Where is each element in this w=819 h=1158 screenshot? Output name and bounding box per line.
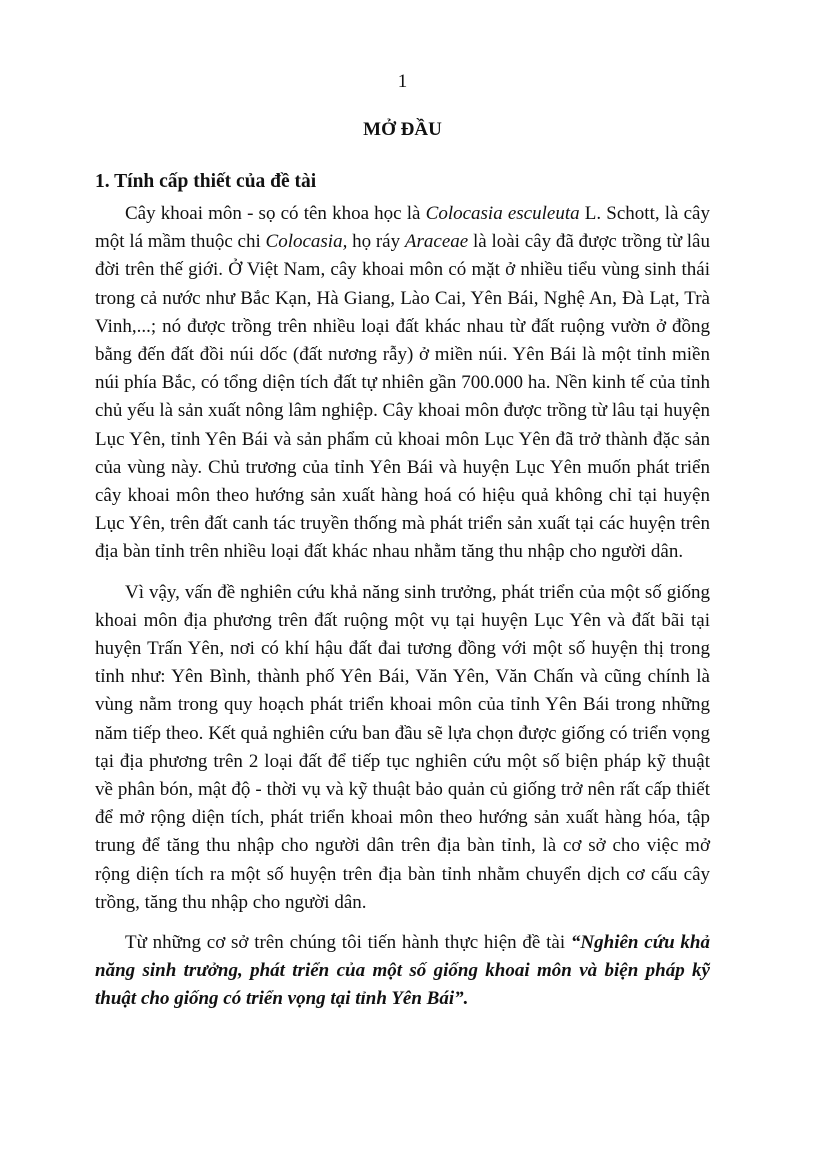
paragraph-text: là loài cây đã được trồng từ lâu đời trên thế giới. Ở Việt Nam, cây khoai môn có mặt ở nhiều tiểu vùng sinh thái trong cả nước như Bắc Kạn, Hà Giang, Lào Cai, Yên Bái, Nghệ An, Đà Lạt, Trà Vinh,...; nó được trồng trên nhiều loại đất khác nhau từ đất ruộng vườn ở đồng bằng đến đất đồi núi dốc (đất nương rẫy) ở miền núi. Yên Bái là một tỉnh miền núi phía Bắc, có tổng diện tích đất tự nhiên gần 700.000 ha. Nền kinh tế của tỉnh chủ yếu là sản xuất nông lâm nghiệp. Cây khoai môn được trồng từ lâu tại huyện Lục Yên, tỉnh Yên Bái và sản phẩm củ khoai môn Lục Yên đã trở thành đặc sản của vùng này. Chủ trương của tỉnh Yên Bái và huyện Lục Yên muốn phát triển cây khoai môn theo hướng sản xuất hàng hoá có hiệu quả không chỉ tại huyện Lục Yên, trên đất canh tác truyền thống mà phát triển sản xuất tại các huyện trên địa bàn tỉnh trên nhiều loại đất khác nhau nhằm tăng thu nhập cho người dân. bbox=[95, 231, 710, 563]
family-name: Araceae bbox=[404, 231, 469, 253]
paragraph-conclusion bbox=[95, 929, 710, 1014]
section-heading: 1. Tính cấp thiết của đề tài bbox=[95, 171, 317, 192]
thesis-title: “Nghiên cứu khả năng sinh trưởng, phát triển của một số giống khoai môn và biện pháp kỹ thuật cho giống có triển vọng tại tỉnh Yên Bái”. bbox=[95, 932, 710, 1010]
paragraph-text: họ ráy bbox=[347, 231, 405, 253]
paragraph-text: L. Schott, là cây một lá mầm thuộc chi bbox=[95, 203, 710, 253]
document-title: MỞ ĐẦU bbox=[363, 119, 442, 140]
species-name: Colocasia esculeuta bbox=[425, 203, 580, 224]
paragraph-text: Cây khoai môn - sọ có tên khoa học là bbox=[125, 203, 426, 224]
paragraph-urgency bbox=[95, 200, 710, 567]
genus-name: Colocasia, bbox=[265, 231, 348, 253]
page-number: 1 bbox=[397, 71, 408, 92]
paragraph-research-problem: Vì vậy, vấn đề nghiên cứu khả năng sinh trưởng, phát triển của một số giống khoai môn địa phương trên đất ruộng một vụ tại huyện Lục Yên và đất bãi tại huyện Trấn Yên, nơi có khí hậu đất đai tương đồng với một số huyện thị trong tỉnh như: Yên Bình, thành phố Yên Bái, Văn Yên, Văn Chấn và cũng chính là vùng nằm trong quy hoạch phát triển khoai môn của tỉnh Yên Bái trong những năm tiếp theo. Kết quả nghiên cứu ban đầu sẽ lựa chọn được giống có triển vọng tại địa phương trên 2 loại đất để tiếp tục nghiên cứu một số biện pháp kỹ thuật về phân bón, mật độ - thời vụ và kỹ thuật bảo quản củ giống trở nên rất cấp thiết để mở rộng diện tích, phát triển khoai môn theo hướng sản xuất hàng hóa, tập trung để tăng thu nhập cho người dân trên địa bàn tỉnh, là cơ sở cho việc mở rộng diện tích ra một số huyện trên địa bàn tỉnh nhằm chuyển dịch cơ cấu cây trồng, tăng thu nhập cho người dân. bbox=[95, 581, 710, 913]
body-text bbox=[95, 200, 710, 1014]
paragraph-text: Từ những cơ sở trên chúng tôi tiến hành thực hiện đề tài bbox=[125, 932, 571, 954]
